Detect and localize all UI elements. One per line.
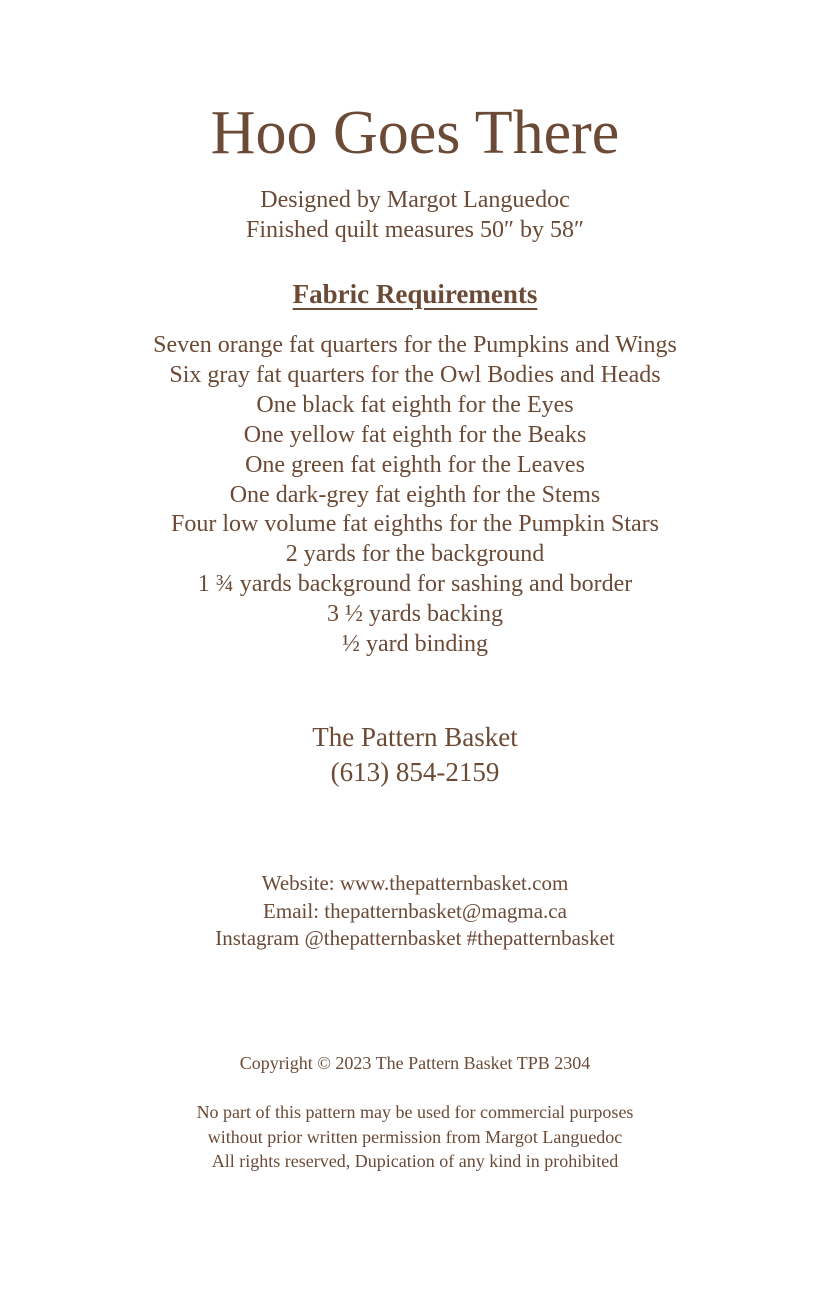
- shop-info: [0, 720, 830, 790]
- legal-line: without prior written permission from Margot Languedoc: [207, 1126, 623, 1147]
- legal-line: No part of this pattern may be used for commercial purposes: [196, 1102, 634, 1122]
- legal-notice: [0, 1100, 830, 1174]
- fabric-item: Four low volume fat eighths for the Pumpkin Stars: [171, 511, 659, 538]
- fabric-requirements-heading-text: Fabric Requirements: [292, 279, 538, 309]
- fabric-requirements-heading: [0, 277, 830, 311]
- finished-size: Finished quilt measures 50″ by 58″: [246, 217, 584, 243]
- shop-name: The Pattern Basket: [312, 722, 518, 752]
- shop-phone: (613) 854-2159: [330, 757, 500, 787]
- email-line: Email: thepatternbasket@magma.ca: [263, 898, 567, 923]
- contact-info: [0, 870, 830, 953]
- fabric-requirements-list: [0, 331, 830, 660]
- fabric-item: 1 ¾ yards background for sashing and border: [197, 571, 633, 598]
- page-title: Hoo Goes There: [210, 99, 620, 167]
- fabric-item: Seven orange fat quarters for the Pumpkins and Wings: [153, 332, 677, 358]
- instagram-line: Instagram @thepatternbasket #thepatternbasket: [215, 926, 615, 950]
- fabric-item: ½ yard binding: [342, 631, 488, 658]
- website-line: Website: www.thepatternbasket.com: [261, 871, 569, 895]
- designer-credit: Designed by Margot Languedoc: [260, 187, 570, 213]
- fabric-item: One green fat eighth for the Leaves: [245, 451, 585, 478]
- legal-line: All rights reserved, Dupication of any kind in prohibited: [211, 1151, 619, 1171]
- fabric-item: One black fat eighth for the Eyes: [256, 391, 574, 418]
- fabric-item: 3 ½ yards backing: [327, 601, 503, 628]
- fabric-item: One dark-grey fat eighth for the Stems: [229, 481, 601, 508]
- copyright-notice: Copyright © 2023 The Pattern Basket TPB 2304: [239, 1053, 591, 1073]
- fabric-item: One yellow fat eighth for the Beaks: [243, 421, 587, 448]
- fabric-item: 2 yards for the background: [285, 541, 545, 568]
- byline: [0, 185, 830, 245]
- fabric-item: Six gray fat quarters for the Owl Bodies and Heads: [169, 361, 661, 388]
